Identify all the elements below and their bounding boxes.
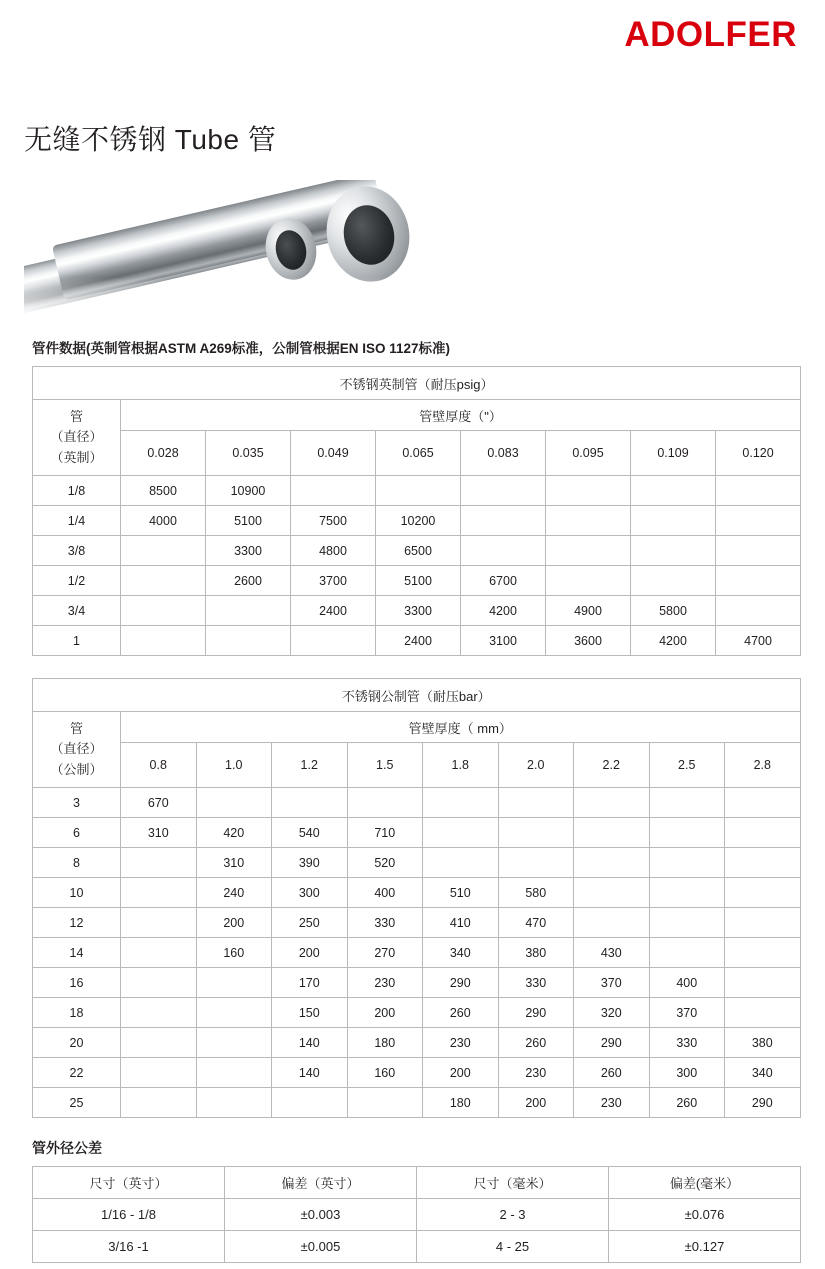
value-cell: [498, 818, 574, 848]
value-cell: 330: [649, 1028, 725, 1058]
size-cell: 18: [33, 998, 121, 1028]
value-cell: [347, 1088, 423, 1118]
value-cell: [272, 1088, 348, 1118]
value-cell: [649, 818, 725, 848]
value-cell: [649, 878, 725, 908]
value-cell: [121, 626, 206, 656]
value-cell: 310: [196, 848, 272, 878]
value-cell: 3700: [291, 566, 376, 596]
value-cell: [716, 476, 801, 506]
value-cell: [121, 566, 206, 596]
value-cell: 160: [196, 938, 272, 968]
value-cell: 230: [574, 1088, 650, 1118]
value-cell: [196, 998, 272, 1028]
value-cell: 540: [272, 818, 348, 848]
table-row: [33, 596, 801, 626]
table-row: [33, 1088, 801, 1118]
stub-line: （直径）: [50, 741, 103, 757]
value-cell: [574, 818, 650, 848]
stub-line: （直径）: [50, 429, 103, 445]
value-cell: 410: [423, 908, 499, 938]
value-cell: [574, 908, 650, 938]
value-cell: [121, 536, 206, 566]
thickness-cell: 0.095: [546, 431, 631, 476]
thickness-cell: 1.0: [196, 743, 272, 788]
table-row: [33, 506, 801, 536]
metric-thickness-header: 管壁厚度（ mm）: [121, 712, 801, 743]
value-cell: 160: [347, 1058, 423, 1088]
value-cell: 200: [498, 1088, 574, 1118]
value-cell: [196, 1088, 272, 1118]
value-cell: 5800: [631, 596, 716, 626]
table-row: [33, 566, 801, 596]
table-row: [33, 998, 801, 1028]
value-cell: 230: [423, 1028, 499, 1058]
stub-line: 管: [69, 721, 83, 737]
value-cell: 230: [347, 968, 423, 998]
thickness-cell: 2.8: [725, 743, 801, 788]
value-cell: [423, 818, 499, 848]
value-cell: [631, 506, 716, 536]
value-cell: [423, 788, 499, 818]
value-cell: [649, 788, 725, 818]
table-row: [33, 626, 801, 656]
value-cell: [725, 908, 801, 938]
value-cell: [716, 566, 801, 596]
table-row: [33, 908, 801, 938]
table-row: [33, 400, 801, 431]
value-cell: ±0.127: [609, 1231, 801, 1263]
value-cell: 260: [649, 1088, 725, 1118]
thickness-cell: 0.049: [291, 431, 376, 476]
value-cell: 2400: [376, 626, 461, 656]
value-cell: [121, 596, 206, 626]
value-cell: 170: [272, 968, 348, 998]
value-cell: 10900: [206, 476, 291, 506]
value-cell: 300: [272, 878, 348, 908]
value-cell: 4900: [546, 596, 631, 626]
thickness-cell: 0.028: [121, 431, 206, 476]
imperial-thickness-header: 管壁厚度（"）: [121, 400, 801, 431]
table-row: [33, 938, 801, 968]
value-cell: 290: [725, 1088, 801, 1118]
size-cell: 14: [33, 938, 121, 968]
size-cell: 1/8: [33, 476, 121, 506]
value-cell: [461, 536, 546, 566]
value-cell: [725, 818, 801, 848]
value-cell: [649, 938, 725, 968]
value-cell: [546, 536, 631, 566]
table-row: [33, 431, 801, 476]
value-cell: [196, 968, 272, 998]
value-cell: 2400: [291, 596, 376, 626]
value-cell: 330: [347, 908, 423, 938]
value-cell: 5100: [206, 506, 291, 536]
tolerance-caption: 管外径公差: [32, 1140, 102, 1156]
value-cell: [121, 1058, 197, 1088]
size-cell: 6: [33, 818, 121, 848]
value-cell: 260: [574, 1058, 650, 1088]
value-cell: 290: [498, 998, 574, 1028]
value-cell: [574, 788, 650, 818]
value-cell: [631, 476, 716, 506]
value-cell: [376, 476, 461, 506]
value-cell: 180: [423, 1088, 499, 1118]
tables-note: 管件数据(英制管根据ASTM A269标准，公制管根据EN ISO 1127标准): [32, 341, 451, 356]
thickness-cell: 0.8: [121, 743, 197, 788]
value-cell: [121, 878, 197, 908]
value-cell: 6700: [461, 566, 546, 596]
value-cell: 290: [574, 1028, 650, 1058]
value-cell: [631, 536, 716, 566]
value-cell: [649, 908, 725, 938]
value-cell: 340: [725, 1058, 801, 1088]
value-cell: [196, 1028, 272, 1058]
thickness-cell: 0.065: [376, 431, 461, 476]
value-cell: 320: [574, 998, 650, 1028]
size-cell: 22: [33, 1058, 121, 1088]
value-cell: [725, 968, 801, 998]
value-cell: 430: [574, 938, 650, 968]
thickness-cell: 2.2: [574, 743, 650, 788]
table-row: [33, 1028, 801, 1058]
value-cell: 4200: [631, 626, 716, 656]
column-header: 偏差(毫米）: [609, 1167, 801, 1199]
size-cell: 3/4: [33, 596, 121, 626]
value-cell: 340: [423, 938, 499, 968]
value-cell: [649, 848, 725, 878]
value-cell: 420: [196, 818, 272, 848]
value-cell: 470: [498, 908, 574, 938]
value-cell: 140: [272, 1028, 348, 1058]
value-cell: 4200: [461, 596, 546, 626]
value-cell: 370: [649, 998, 725, 1028]
value-cell: [725, 938, 801, 968]
table-row: [33, 743, 801, 788]
value-cell: 240: [196, 878, 272, 908]
value-cell: [574, 878, 650, 908]
value-cell: 260: [423, 998, 499, 1028]
stub-line: （公制）: [50, 761, 103, 777]
brand-header: [24, 0, 801, 70]
thickness-cell: 0.109: [631, 431, 716, 476]
value-cell: [347, 788, 423, 818]
table-row: [33, 679, 801, 712]
value-cell: [121, 968, 197, 998]
value-cell: 180: [347, 1028, 423, 1058]
size-cell: 20: [33, 1028, 121, 1058]
value-cell: 3600: [546, 626, 631, 656]
value-cell: 4000: [121, 506, 206, 536]
value-cell: 5100: [376, 566, 461, 596]
table-row: [33, 712, 801, 743]
value-cell: [498, 848, 574, 878]
value-cell: 330: [498, 968, 574, 998]
value-cell: 580: [498, 878, 574, 908]
thickness-cell: 0.083: [461, 431, 546, 476]
value-cell: [574, 848, 650, 878]
value-cell: [291, 626, 376, 656]
size-cell: 1: [33, 626, 121, 656]
value-cell: 200: [196, 908, 272, 938]
value-cell: 200: [272, 938, 348, 968]
value-cell: [631, 566, 716, 596]
table-row: [33, 968, 801, 998]
value-cell: 150: [272, 998, 348, 1028]
value-cell: 510: [423, 878, 499, 908]
size-cell: 12: [33, 908, 121, 938]
table-row: [33, 788, 801, 818]
thickness-cell: 2.5: [649, 743, 725, 788]
table-row: [33, 367, 801, 400]
value-cell: [423, 848, 499, 878]
table-row: [33, 1167, 801, 1199]
value-cell: [716, 596, 801, 626]
thickness-cell: 1.8: [423, 743, 499, 788]
value-cell: 200: [423, 1058, 499, 1088]
metric-table-title: 不锈钢公制管（耐压bar）: [33, 679, 801, 712]
size-cell: 3/8: [33, 536, 121, 566]
column-header: 偏差（英寸）: [225, 1167, 417, 1199]
value-cell: 370: [574, 968, 650, 998]
value-cell: [121, 998, 197, 1028]
value-cell: [121, 908, 197, 938]
size-cell: 10: [33, 878, 121, 908]
table-row: [33, 848, 801, 878]
value-cell: 3300: [376, 596, 461, 626]
table-row: [33, 476, 801, 506]
value-cell: 3/16 -1: [33, 1231, 225, 1263]
value-cell: 2600: [206, 566, 291, 596]
value-cell: 2 - 3: [417, 1199, 609, 1231]
value-cell: 8500: [121, 476, 206, 506]
thickness-cell: 1.5: [347, 743, 423, 788]
value-cell: 200: [347, 998, 423, 1028]
thickness-cell: 0.035: [206, 431, 291, 476]
value-cell: 670: [121, 788, 197, 818]
value-cell: 4700: [716, 626, 801, 656]
value-cell: 710: [347, 818, 423, 848]
value-cell: 4800: [291, 536, 376, 566]
value-cell: 390: [272, 848, 348, 878]
thickness-cell: 2.0: [498, 743, 574, 788]
value-cell: 400: [347, 878, 423, 908]
value-cell: 6500: [376, 536, 461, 566]
page-title: 无缝不锈钢 Tube 管: [24, 124, 277, 155]
table-row: [33, 878, 801, 908]
value-cell: [498, 788, 574, 818]
value-cell: [546, 476, 631, 506]
value-cell: 300: [649, 1058, 725, 1088]
value-cell: 1/16 - 1/8: [33, 1199, 225, 1231]
value-cell: [725, 848, 801, 878]
value-cell: [461, 476, 546, 506]
imperial-stub-header: [33, 400, 121, 476]
size-cell: 1/4: [33, 506, 121, 536]
table-row: [33, 818, 801, 848]
size-cell: 1/2: [33, 566, 121, 596]
table-row: [33, 536, 801, 566]
value-cell: 4 - 25: [417, 1231, 609, 1263]
column-header: 尺寸（英寸）: [33, 1167, 225, 1199]
value-cell: [716, 506, 801, 536]
size-cell: 25: [33, 1088, 121, 1118]
stub-line: 管: [69, 409, 83, 425]
value-cell: 380: [498, 938, 574, 968]
photo-fade-overlay: [24, 180, 419, 315]
value-cell: ±0.076: [609, 1199, 801, 1231]
value-cell: 230: [498, 1058, 574, 1088]
value-cell: 10200: [376, 506, 461, 536]
value-cell: 260: [498, 1028, 574, 1058]
value-cell: [272, 788, 348, 818]
value-cell: 400: [649, 968, 725, 998]
product-photo: [24, 180, 419, 315]
size-cell: 3: [33, 788, 121, 818]
value-cell: 310: [121, 818, 197, 848]
value-cell: 250: [272, 908, 348, 938]
table-row: [33, 1199, 801, 1231]
imperial-pressure-table: [32, 366, 801, 656]
column-header: 尺寸（毫米）: [417, 1167, 609, 1199]
brand-logo-text: ADOLFER: [624, 15, 797, 54]
value-cell: 7500: [291, 506, 376, 536]
value-cell: ±0.005: [225, 1231, 417, 1263]
value-cell: [546, 506, 631, 536]
thickness-cell: 1.2: [272, 743, 348, 788]
size-cell: 8: [33, 848, 121, 878]
table-row: [33, 1231, 801, 1263]
size-cell: 16: [33, 968, 121, 998]
value-cell: [206, 596, 291, 626]
value-cell: 270: [347, 938, 423, 968]
stub-line: （英制）: [50, 449, 103, 465]
value-cell: [206, 626, 291, 656]
value-cell: [121, 1088, 197, 1118]
value-cell: [196, 788, 272, 818]
value-cell: [121, 848, 197, 878]
value-cell: [196, 1058, 272, 1088]
value-cell: [291, 476, 376, 506]
value-cell: [725, 878, 801, 908]
value-cell: 380: [725, 1028, 801, 1058]
thickness-cell: 0.120: [716, 431, 801, 476]
value-cell: [725, 998, 801, 1028]
table-row: [33, 1058, 801, 1088]
value-cell: [121, 938, 197, 968]
value-cell: [716, 536, 801, 566]
metric-pressure-table: [32, 678, 801, 1118]
metric-stub-header: [33, 712, 121, 788]
value-cell: [121, 1028, 197, 1058]
value-cell: [546, 566, 631, 596]
value-cell: 140: [272, 1058, 348, 1088]
imperial-table-title: 不锈钢英制管（耐压psig）: [33, 367, 801, 400]
value-cell: ±0.003: [225, 1199, 417, 1231]
value-cell: 520: [347, 848, 423, 878]
tolerance-table: [32, 1166, 801, 1263]
value-cell: 3100: [461, 626, 546, 656]
value-cell: 290: [423, 968, 499, 998]
value-cell: [461, 506, 546, 536]
value-cell: [725, 788, 801, 818]
value-cell: 3300: [206, 536, 291, 566]
